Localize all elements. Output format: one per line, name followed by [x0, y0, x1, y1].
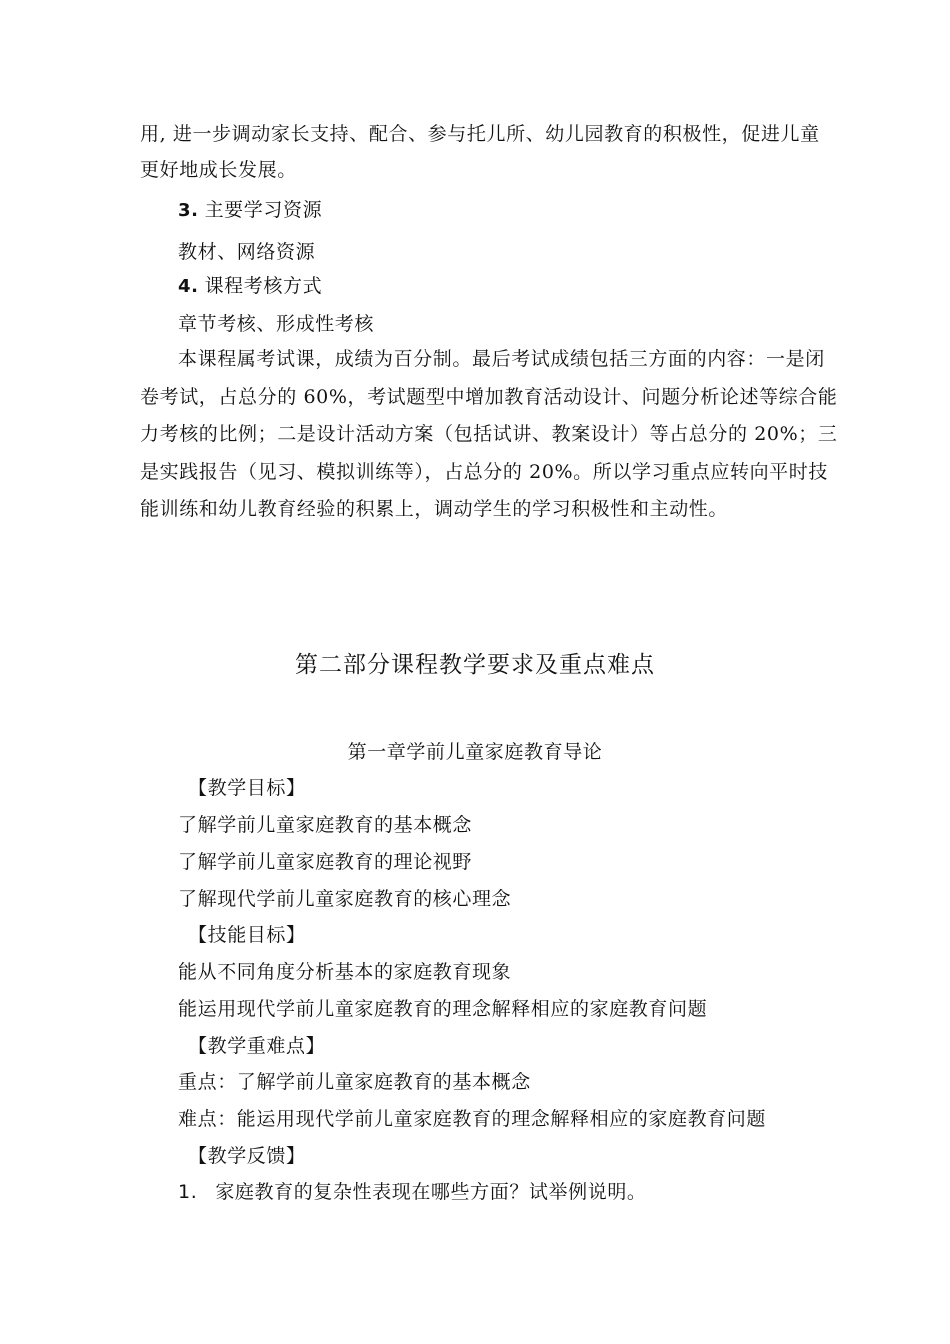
section-3-body: 教材、网络资源 — [178, 241, 316, 263]
section-3-heading — [178, 198, 322, 223]
key-point-item: 重点：了解学前儿童家庭教育的基本概念 — [178, 1071, 531, 1093]
section-3-number: 3. — [178, 200, 199, 221]
teaching-goal-item: 了解学前儿童家庭教育的理论视野 — [178, 851, 473, 873]
skill-goal-item: 能运用现代学前儿童家庭教育的理念解释相应的家庭教育问题 — [178, 998, 708, 1020]
difficult-point-item: 难点：能运用现代学前儿童家庭教育的理念解释相应的家庭教育问题 — [178, 1108, 767, 1130]
section-4-title: 课程考核方式 — [204, 275, 323, 297]
teaching-goals-heading: 【教学目标】 — [188, 777, 306, 799]
exam-paragraph-line-3: 力考核的比例；二是设计活动方案（包括试讲、教案设计）等占总分的 20%；三 — [140, 423, 838, 445]
section-4-heading — [178, 274, 322, 299]
skill-goals-heading: 【技能目标】 — [188, 924, 306, 946]
exam-paragraph-line-4: 是实践报告（见习、模拟训练等），占总分的 20%。所以学习重点应转向平时技 — [140, 461, 828, 483]
skill-goal-item: 能从不同角度分析基本的家庭教育现象 — [178, 961, 512, 983]
section-4-body: 章节考核、形成性考核 — [178, 313, 375, 335]
exam-paragraph-line-2: 卷考试，占总分的 60%，考试题型中增加教育活动设计、问题分析论述等综合能 — [140, 386, 838, 408]
chapter-title: 第一章学前儿童家庭教育导论 — [347, 741, 603, 763]
key-points-heading: 【教学重难点】 — [188, 1035, 326, 1057]
teaching-goal-item: 了解学前儿童家庭教育的基本概念 — [178, 814, 473, 836]
feedback-item-text: 家庭教育的复杂性表现在哪些方面？试举例说明。 — [215, 1181, 647, 1203]
part-title: 第二部分课程教学要求及重点难点 — [295, 652, 655, 678]
exam-paragraph-line-1: 本课程属考试课，成绩为百分制。最后考试成绩包括三方面的内容：一是闭 — [178, 348, 825, 370]
section-4-number: 4. — [178, 276, 199, 297]
feedback-item-number: 1. — [178, 1181, 198, 1203]
feedback-heading: 【教学反馈】 — [188, 1145, 306, 1167]
teaching-goal-item: 了解现代学前儿童家庭教育的核心理念 — [178, 888, 512, 910]
feedback-item — [178, 1180, 647, 1204]
intro-line-1: 用, 进一步调动家长支持、配合、参与托儿所、幼儿园教育的积极性，促进儿童 — [140, 123, 820, 145]
exam-paragraph-line-5: 能训练和幼儿教育经验的积累上，调动学生的学习积极性和主动性。 — [140, 498, 729, 520]
intro-line-2: 更好地成长发展。 — [140, 159, 297, 181]
section-3-title: 主要学习资源 — [204, 199, 323, 221]
